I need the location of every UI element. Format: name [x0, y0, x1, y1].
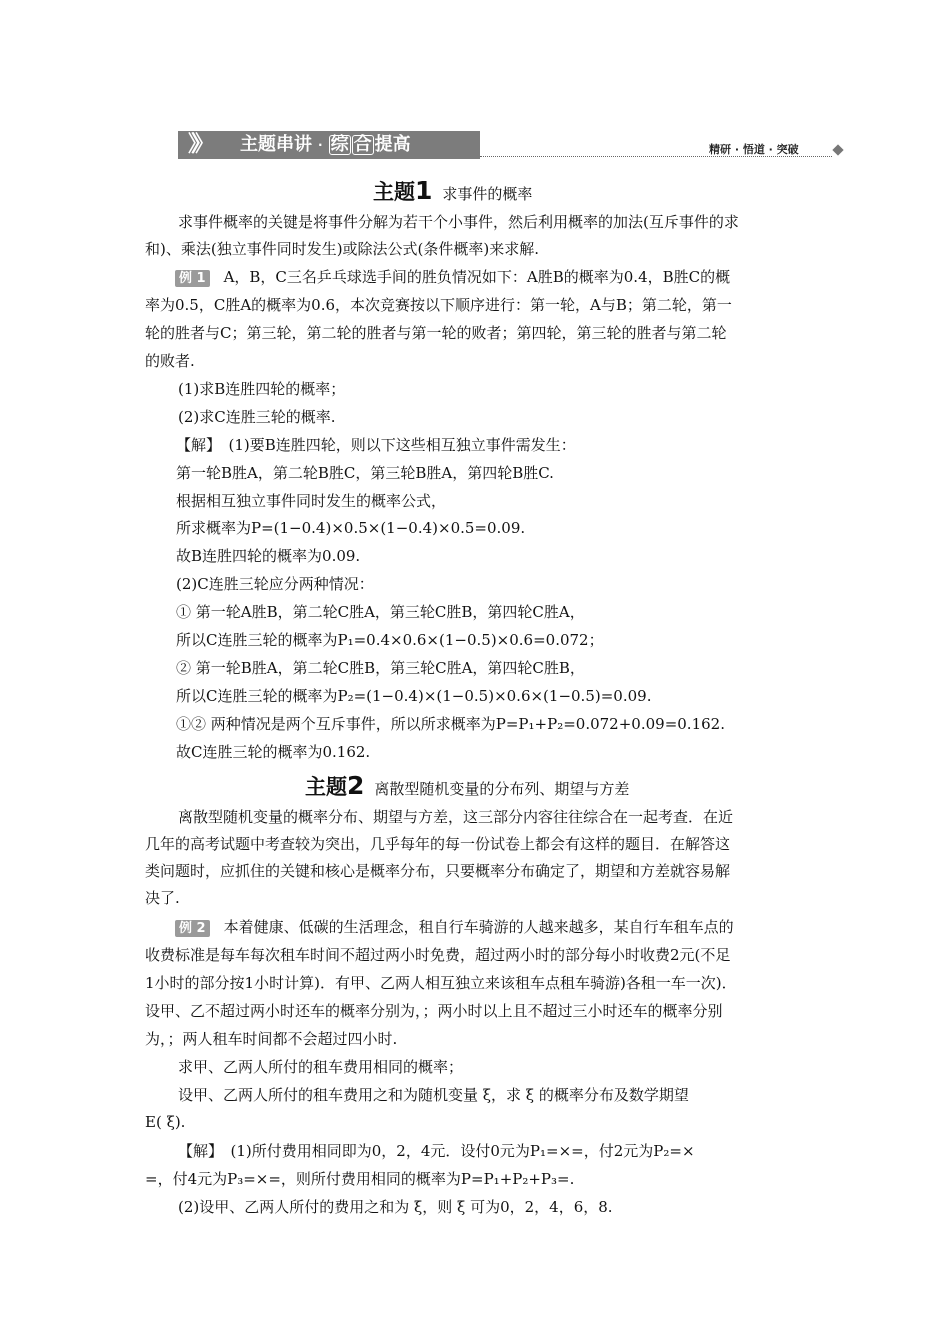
solution-line: 所以C连胜三轮的概率为P₁=0.4×0.6×(1−0.5)×0.6=0.072； — [176, 631, 604, 649]
banner-title-a: 主题串讲 — [240, 134, 312, 155]
paragraph-line: 本着健康、低碳的生活理念，租自行车骑游的人越来越多，某自行车租车点的 — [223, 918, 734, 936]
solution-line: 所以C连胜三轮的概率为P₂=(1−0.4)×(1−0.5)×0.6×(1−0.5)=0.09. — [176, 687, 652, 705]
paragraph-line: 的败者. — [145, 352, 195, 370]
example-1-first-line — [175, 268, 730, 287]
topic-1-heading — [373, 176, 532, 206]
paragraph-line: 1小时的部分按1小时计算)．有甲、乙两人相互独立来该租车点租车骑游)各租一车一次)． — [145, 974, 737, 992]
topic-label: 主题 — [373, 180, 415, 204]
topic-2-heading — [305, 771, 629, 801]
paragraph-line: 轮的胜者与C；第三轮，第二轮的胜者与第一轮的败者；第四轮，第三轮的胜者与第二轮 — [145, 324, 727, 342]
section-banner — [178, 131, 480, 159]
solution-line: =，付4元为P₃=×=，则所付费用相同的概率为P=P₁+P₂+P₃=. — [145, 1170, 575, 1188]
solution-line: 故B连胜四轮的概率为0.09. — [176, 547, 361, 565]
question-line: 设甲、乙两人所付的租车费用之和为随机变量 ξ，求 ξ 的概率分布及数学期望 — [178, 1086, 689, 1104]
topic-label: 主题 — [305, 775, 347, 799]
banner-box-char: 合 — [353, 134, 372, 155]
question-line: 求甲、乙两人所付的租车费用相同的概率； — [178, 1058, 464, 1076]
paragraph-line: 离散型随机变量的概率分布、期望与方差，这三部分内容往往综合在一起考查．在近 — [178, 808, 734, 826]
banner-box-char: 综 — [330, 134, 349, 155]
paragraph-line: 求事件概率的关键是将事件分解为若干个小事件，然后利用概率的加法(互斥事件的求 — [178, 213, 739, 231]
topic-number: 1 — [415, 176, 433, 205]
banner-char: 高 — [392, 134, 411, 155]
solution-line: ①② 两种情况是两个互斥事件，所以所求概率为P=P₁+P₂=0.072+0.09=0.162. — [176, 715, 725, 733]
solution-line: 根据相互独立事件同时发生的概率公式， — [176, 492, 447, 510]
paragraph-line: 率为0.5，C胜A的概率为0.6，本次竞赛按以下顺序进行：第一轮，A与B；第二轮，第一 — [145, 296, 732, 314]
question-line: (2)求C连胜三轮的概率. — [178, 408, 336, 426]
paragraph-line: 收费标准是每车每次租车时间不超过两小时免费，超过两小时的部分每小时收费2元(不足 — [145, 946, 731, 964]
topic-title: 离散型随机变量的分布列、期望与方差 — [374, 780, 630, 798]
solution-line: 【解】 (1)要B连胜四轮，则以下这些相互独立事件需发生： — [176, 436, 576, 454]
solution-line: ② 第一轮B胜A，第二轮C胜B，第三轮C胜A，第四轮C胜B， — [176, 659, 585, 677]
diamond-icon — [832, 144, 843, 155]
topic-title: 求事件的概率 — [442, 185, 533, 203]
example-badge: 例 1 — [175, 270, 210, 287]
header-motto: 精研 · 悟道 · 突破 — [709, 143, 799, 156]
paragraph-line: 类问题时，应抓住的关键和核心是概率分布，只要概率分布确定了，期望和方差就容易解 — [145, 862, 731, 880]
solution-line: 所求概率为P=(1−0.4)×0.5×(1−0.4)×0.5=0.09. — [176, 519, 526, 537]
chevron-right-icon: 》》 — [188, 132, 208, 157]
question-line: (1)求B连胜四轮的概率； — [178, 380, 346, 398]
example-badge: 例 2 — [175, 920, 210, 937]
question-line: E( ξ). — [145, 1113, 186, 1131]
banner-char: 提 — [374, 134, 393, 155]
solution-line: (2)设甲、乙两人所付的费用之和为 ξ，则 ξ 可为0，2，4，6，8. — [178, 1198, 613, 1216]
paragraph-line: 为，；两人租车时间都不会超过四小时. — [145, 1030, 398, 1048]
paragraph-line: A，B，C三名乒乓球选手间的胜负情况如下：A胜B的概率为0.4，B胜C的概 — [223, 268, 731, 286]
paragraph-line: 几年的高考试题中考查较为突出，几乎每年的每一份试卷上都会有这样的题目．在解答这 — [145, 835, 731, 853]
solution-line: ① 第一轮A胜B，第二轮C胜A，第三轮C胜B，第四轮C胜A， — [176, 603, 585, 621]
solution-line: 第一轮B胜A，第二轮B胜C，第三轮B胜A，第四轮B胜C. — [176, 464, 554, 482]
solution-line: (2)C连胜三轮应分两种情况： — [176, 575, 374, 593]
solution-line: 【解】 (1)所付费用相同即为0，2，4元．设付0元为P₁=×=，付2元为P₂=× — [178, 1142, 695, 1160]
solution-line: 故C连胜三轮的概率为0.162. — [176, 743, 371, 761]
banner-separator: · — [318, 138, 323, 152]
paragraph-line: 设甲、乙不超过两小时还车的概率分别为，；两小时以上且不超过三小时还车的概率分别 — [145, 1002, 723, 1020]
paragraph-line: 和)、乘法(独立事件同时发生)或除法公式(条件概率)来求解. — [145, 240, 540, 258]
example-2-first-line — [175, 918, 734, 937]
banner-title — [240, 134, 411, 156]
paragraph-line: 决了. — [145, 889, 180, 907]
topic-number: 2 — [347, 771, 365, 800]
